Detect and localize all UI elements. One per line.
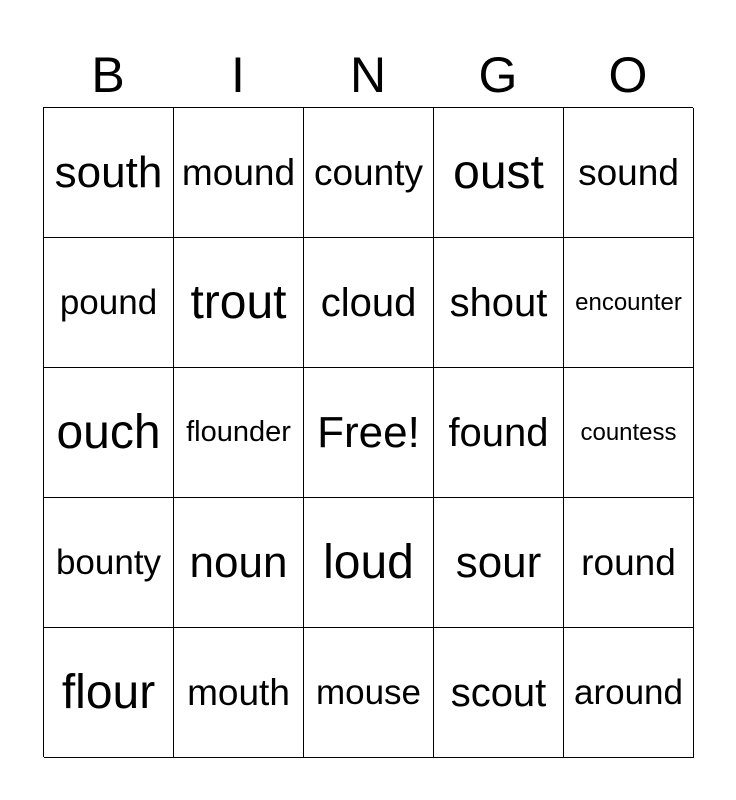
bingo-cell[interactable]: trout [174, 238, 304, 368]
bingo-cell[interactable]: around [564, 628, 694, 758]
bingo-cell[interactable]: county [304, 108, 434, 238]
bingo-cell[interactable]: found [434, 368, 564, 498]
header-letter-g: G [478, 47, 518, 103]
bingo-cell[interactable]: cloud [304, 238, 434, 368]
header-letter-i: I [231, 47, 245, 103]
bingo-cell[interactable]: noun [174, 498, 304, 628]
bingo-cell[interactable]: flounder [174, 368, 304, 498]
bingo-cell[interactable]: pound [44, 238, 174, 368]
bingo-cell[interactable]: loud [304, 498, 434, 628]
bingo-cell[interactable]: mouth [174, 628, 304, 758]
bingo-cell[interactable]: encounter [564, 238, 694, 368]
bingo-cell[interactable]: scout [434, 628, 564, 758]
bingo-header [43, 44, 693, 106]
bingo-board [43, 107, 693, 757]
bingo-cell[interactable]: sour [434, 498, 564, 628]
bingo-cell[interactable]: flour [44, 628, 174, 758]
bingo-cell[interactable]: countess [564, 368, 694, 498]
header-letter-n: N [349, 47, 387, 103]
bingo-cell[interactable]: sound [564, 108, 694, 238]
header-letter-b: B [91, 47, 125, 103]
bingo-cell[interactable]: ouch [44, 368, 174, 498]
bingo-cell[interactable]: oust [434, 108, 564, 238]
bingo-cell[interactable]: shout [434, 238, 564, 368]
free-space-cell[interactable]: Free! [304, 368, 434, 498]
header-letter-o: O [608, 47, 648, 103]
bingo-cell[interactable]: south [44, 108, 174, 238]
bingo-cell[interactable]: bounty [44, 498, 174, 628]
bingo-cell[interactable]: round [564, 498, 694, 628]
bingo-cell[interactable]: mound [174, 108, 304, 238]
bingo-cell[interactable]: mouse [304, 628, 434, 758]
